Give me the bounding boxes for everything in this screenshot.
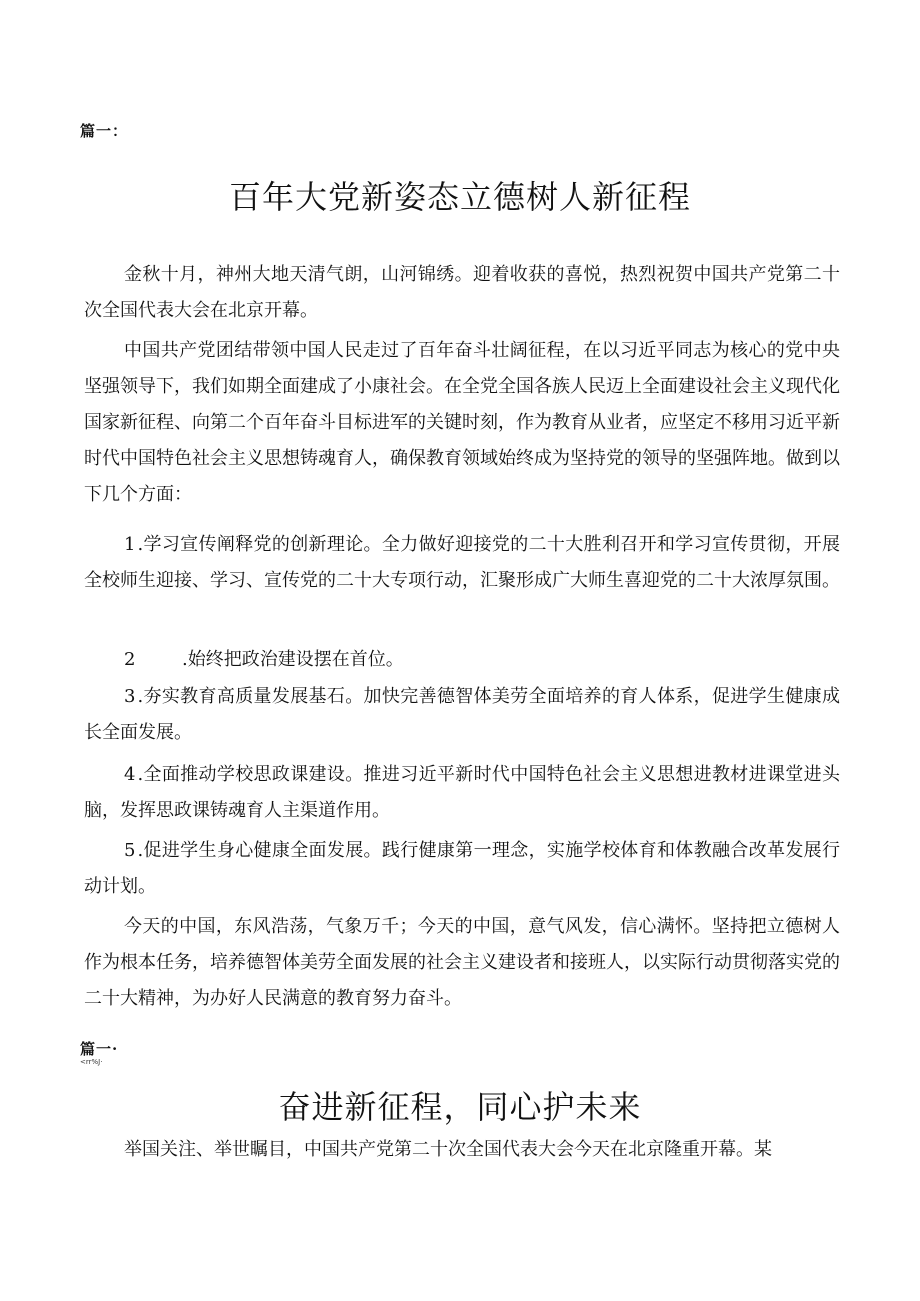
list-item-2 xyxy=(84,642,840,678)
list-item-2-number: 2 xyxy=(124,649,136,670)
list-item-3 xyxy=(84,679,840,751)
section1-closing-paragraph: 今天的中国，东风浩荡，气象万千；今天的中国，意气风发，信心满怀。坚持把立德树人作为根本任务，培养德智体美劳全面发展的社会主义建设者和接班人，以实际行动贯彻落实党的二十大精神，为办好人民满意的教育努力奋斗。 xyxy=(84,916,840,1009)
list-item-5 xyxy=(84,833,840,905)
list-item-5-number: 5 xyxy=(124,840,138,861)
section2-label: 篇一· xyxy=(80,1040,119,1058)
section2-note: <rr%J· xyxy=(80,1058,103,1066)
list-item-4-text: .全面推动学校思政课建设。推进习近平新时代中国特色社会主义思想进教材进课堂进头脑，发挥思政课铸魂育人主渠道作用。 xyxy=(84,764,840,821)
section2-title: 奋进新征程，同心护未来 xyxy=(278,1088,642,1126)
list-item-1-number: 1 xyxy=(124,534,138,555)
list-item-4 xyxy=(84,757,840,829)
section1-label: 篇一： xyxy=(80,122,129,140)
list-item-1-text: .学习宣传阐释党的创新理论。全力做好迎接党的二十大胜利召开和学习宣传贯彻，开展全校师生迎接、学习、宣传党的二十大专项行动，汇聚形成广大师生喜迎党的二十大浓厚氛围。 xyxy=(84,534,840,591)
list-item-3-number: 3 xyxy=(124,686,138,707)
list-item-4-number: 4 xyxy=(124,764,138,785)
section1-title: 百年大党新姿态立德树人新征程 xyxy=(228,178,691,216)
list-item-3-text: .夯实教育高质量发展基石。加快完善德智体美劳全面培养的育人体系，促进学生健康成长全面发展。 xyxy=(84,686,840,743)
list-item-2-text: .始终把政治建设摆在首位。 xyxy=(182,649,404,670)
section1-intro-paragraph: 金秋十月，神州大地天清气朗，山河锦绣。迎着收获的喜悦，热烈祝贺中国共产党第二十次全国代表大会在北京开幕。 xyxy=(84,264,840,321)
section2-body-paragraph: 举国关注、举世瞩目，中国共产党第二十次全国代表大会今天在北京隆重开幕。某 xyxy=(124,1139,772,1160)
section1-body-paragraph: 中国共产党团结带领中国人民走过了百年奋斗壮阔征程，在以习近平同志为核心的党中央坚强领导下，我们如期全面建成了小康社会。在全党全国各族人民迈上全面建设社会主义现代化国家新征程、向第二个百年奋斗目标进军的关键时刻，作为教育从业者，应坚定不移用习近平新时代中国特色社会主义思想铸魂育人，确保教育领域始终成为坚持党的领导的坚强阵地。做到以下几个方面： xyxy=(84,340,840,505)
list-item-5-text: .促进学生身心健康全面发展。践行健康第一理念，实施学校体育和体教融合改革发展行动计划。 xyxy=(84,840,840,897)
list-item-1 xyxy=(84,527,840,599)
